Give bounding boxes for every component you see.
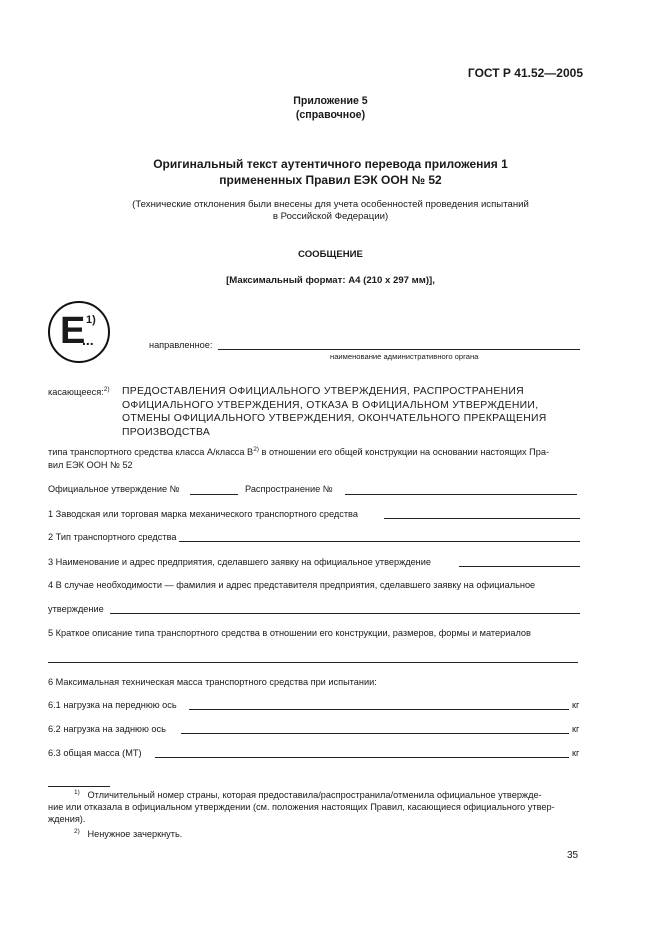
- extension-number-label: Распространение №: [245, 484, 333, 494]
- mass-front-field[interactable]: [189, 709, 569, 710]
- mass-total-field[interactable]: [155, 757, 569, 758]
- item-4-continuation-label: утверждение: [48, 604, 104, 614]
- item-6-label: 6 Максимальная техническая масса транспортного средства при испытании:: [48, 677, 377, 687]
- page-number: 35: [567, 850, 579, 861]
- approval-number-field[interactable]: [190, 494, 238, 495]
- item-4-label: 4 В случае необходимости — фамилия и адрес представителя предприятия, сделавшего заявку на официальное: [48, 580, 536, 590]
- item-1-label: 1 Заводская или торговая марка механического транспортного средства: [48, 509, 358, 519]
- mass-total-unit: кг: [572, 748, 580, 758]
- message-format: [Максимальный формат: А4 (210 х 297 мм)],: [226, 275, 435, 286]
- concerning-option: ПРЕДОСТАВЛЕНИЯ ОФИЦИАЛЬНОГО УТВЕРЖДЕНИЯ, РАСПРОСТРАНЕНИЯ: [122, 386, 524, 397]
- mass-rear-field[interactable]: [181, 733, 569, 734]
- extension-number-field[interactable]: [345, 494, 577, 495]
- item-2-label: 2 Тип транспортного средства: [48, 532, 177, 542]
- mass-rear-unit: кг: [572, 724, 580, 734]
- message-title: СООБЩЕНИЕ: [298, 249, 363, 260]
- note-line-2: в Российской Федерации): [272, 211, 389, 222]
- item-1-field[interactable]: [384, 518, 580, 519]
- approval-mark-icon: [48, 301, 110, 363]
- item-4-field[interactable]: [110, 613, 580, 614]
- approval-mark-letter: E: [60, 310, 86, 352]
- mass-rear-label: 6.2 нагрузка на заднюю ось: [48, 724, 166, 734]
- footnote-1: $^{1)}$ Отличительный номер страны, которая предоставила/распространила/отменила официальное утвержде- ние или отказала в официальном утверждении (см. положения настоящих Правил, касающиеся официального утвер- ждения).: [48, 788, 555, 824]
- appendix-type: (справочное): [295, 109, 366, 121]
- vehicle-type-line-1: типа транспортного средства класса А/класса $В^{2)}$ в отношении его общей конструкции на основании настоящих Пра-: [48, 445, 550, 457]
- item-5-label: 5 Краткое описание типа транспортного средства в отношении его конструкции, размеров, формы и материалов: [48, 628, 531, 638]
- vehicle-type-line-2: вил ЕЭК ООН № 52: [48, 460, 133, 470]
- heading-line-1: Оригинальный текст аутентичного перевода приложения 1: [153, 157, 508, 171]
- concerning-option: ОТМЕНЫ ОФИЦИАЛЬНОГО УТВЕРЖДЕНИЯ, ОКОНЧАТЕЛЬНОГО ПРЕКРАЩЕНИЯ: [122, 413, 547, 424]
- footnote-divider: [48, 786, 110, 787]
- concerning-option: ПРОИЗВОДСТВА: [122, 426, 211, 438]
- mass-front-unit: кг: [572, 700, 580, 710]
- approval-mark-dots: ...: [82, 332, 94, 348]
- addressed-caption: наименование административного органа: [330, 352, 479, 361]
- item-5-field[interactable]: [48, 662, 578, 663]
- mass-total-label: 6.3 общая масса (МТ): [48, 748, 142, 758]
- note-line-1: (Технические отклонения были внесены для учета особенностей проведения испытаний: [132, 199, 529, 210]
- item-2-field[interactable]: [179, 541, 580, 542]
- document-code: ГОСТ Р 41.52—2005: [467, 66, 583, 80]
- heading-line-2: примененных Правил ЕЭК ООН № 52: [219, 173, 442, 187]
- approval-number-label: Официальное утверждение №: [48, 484, 180, 494]
- appendix-title: Приложение 5: [293, 95, 368, 107]
- mass-front-label: 6.1 нагрузка на переднюю ось: [48, 700, 177, 710]
- item-3-label: 3 Наименование и адрес предприятия, сделавшего заявку на официальное утверждение: [48, 557, 432, 567]
- approval-mark-footnote: 1): [86, 314, 96, 326]
- concerning-options: [122, 385, 547, 439]
- addressed-field[interactable]: [218, 349, 580, 350]
- footnote-2: $^{2)}$ Ненужное зачеркнуть.: [74, 827, 183, 839]
- concerning-option: ОФИЦИАЛЬНОГО УТВЕРЖДЕНИЯ, ОТКАЗА В ОФИЦИАЛЬНОМ УТВЕРЖДЕНИИ,: [122, 399, 539, 411]
- item-3-field[interactable]: [459, 566, 580, 567]
- addressed-label: направленное:: [149, 340, 213, 350]
- concerning-label: касающееся:$^{2)}$: [48, 385, 110, 397]
